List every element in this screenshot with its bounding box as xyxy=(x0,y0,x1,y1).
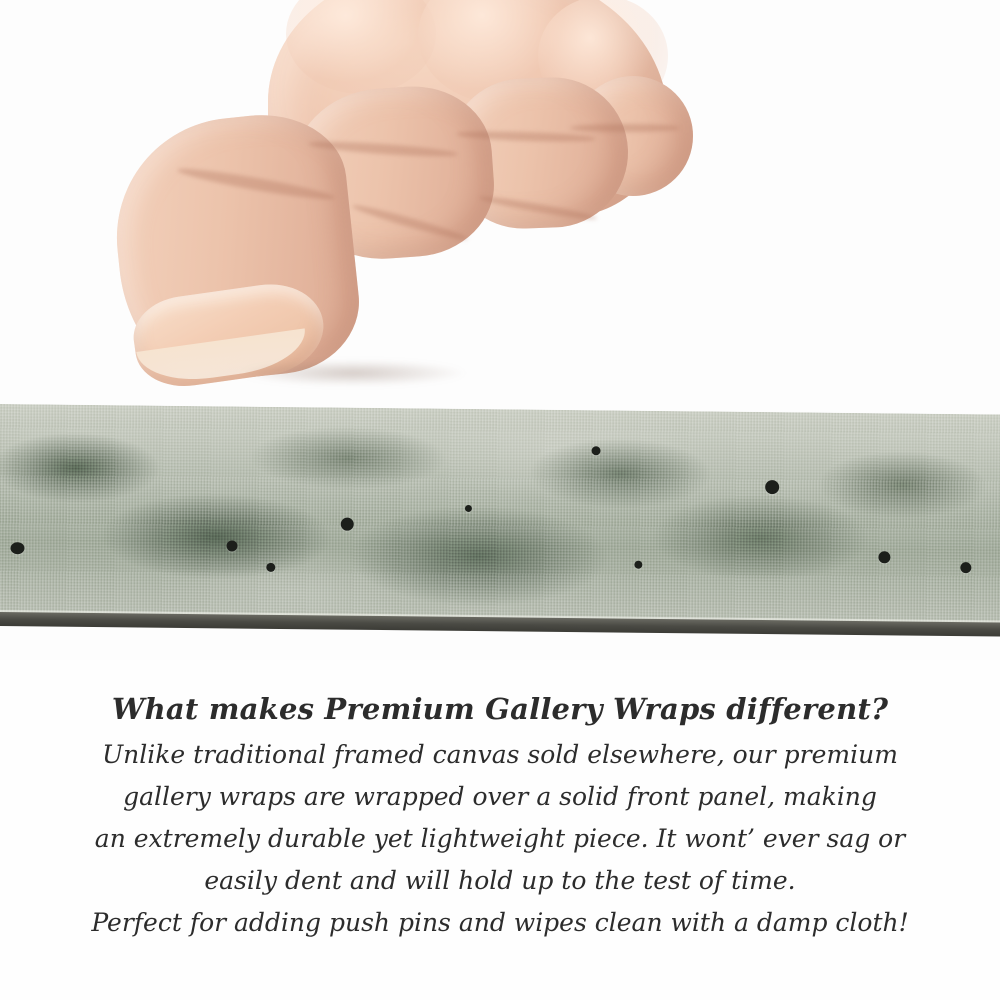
canvas-speck xyxy=(341,518,354,531)
caption-line: Unlike traditional framed canvas sold elsewhere, our premium xyxy=(102,740,898,769)
canvas-speck xyxy=(765,480,779,494)
canvas-speck xyxy=(960,562,971,573)
caption-line: Perfect for adding push pins and wipes clean with a damp cloth! xyxy=(91,908,909,937)
caption-title: What makes Premium Gallery Wraps different? xyxy=(111,692,889,726)
finger-crease xyxy=(570,124,680,132)
caption-line: easily dent and will hold up to the test of time. xyxy=(204,866,796,895)
premium-gallery-wrap-edge xyxy=(0,404,1000,637)
caption-block xyxy=(0,692,1000,948)
canvas-speck xyxy=(591,446,600,455)
hand-shadow xyxy=(238,360,468,386)
canvas-weave-texture xyxy=(0,404,1000,625)
caption-line: an extremely durable yet lightweight piece. It wont’ ever sag or xyxy=(94,824,906,853)
caption-line: gallery wraps are wrapped over a solid front panel, making xyxy=(123,782,877,811)
caption-body xyxy=(0,738,1000,939)
canvas-speck xyxy=(226,540,237,551)
canvas-speck xyxy=(634,561,642,569)
canvas-speck xyxy=(465,505,472,512)
human-hand-fingers xyxy=(118,0,678,438)
canvas-speck xyxy=(878,551,890,563)
canvas-speck xyxy=(266,563,275,572)
canvas-speck xyxy=(10,542,24,554)
